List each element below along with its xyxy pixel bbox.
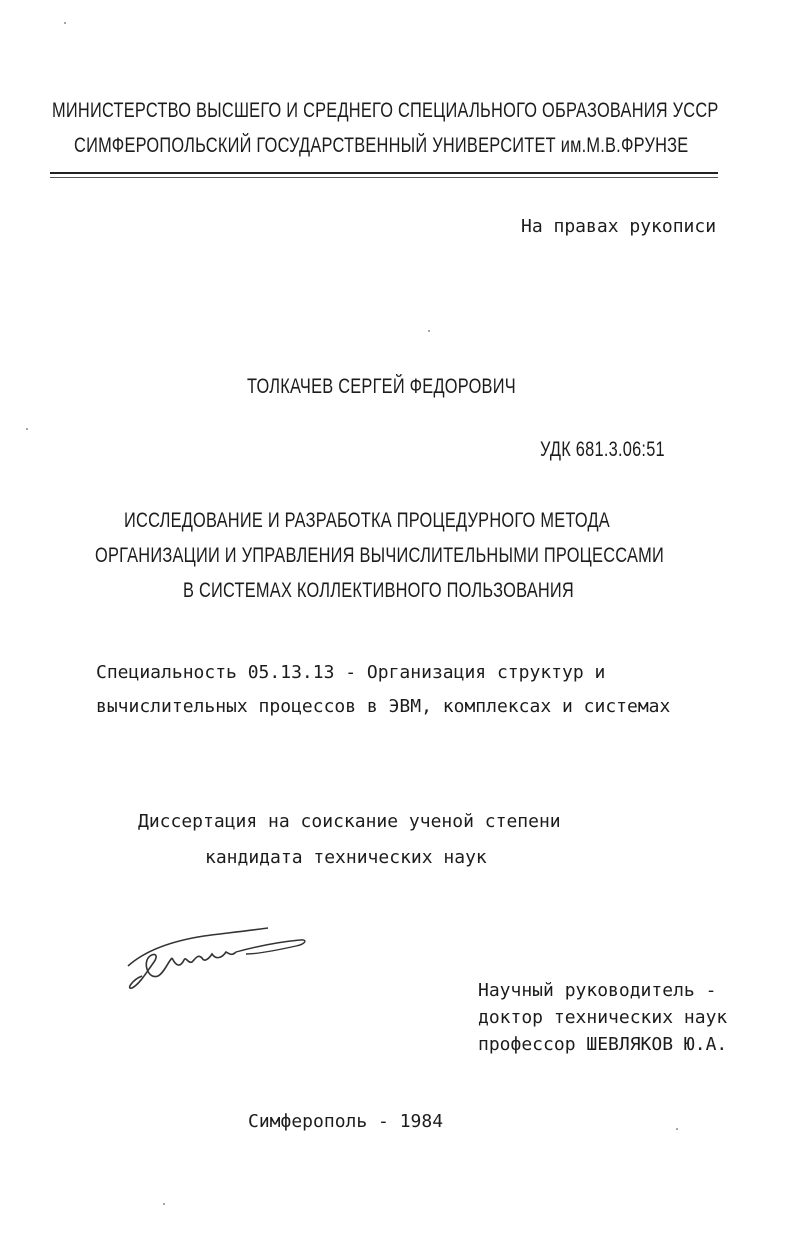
header-rule xyxy=(50,172,718,174)
supervisor-line-2: доктор технических наук xyxy=(478,1007,728,1028)
paper-speck xyxy=(676,1128,678,1130)
paper-speck xyxy=(428,330,430,332)
thesis-title-line-3: В СИСТЕМАХ КОЛЛЕКТИВНОГО ПОЛЬЗОВАНИЯ xyxy=(183,579,574,602)
degree-line-1: Диссертация на соискание ученой степени xyxy=(138,811,561,832)
supervisor-line-3: профессор ШЕВЛЯКОВ Ю.А. xyxy=(478,1034,728,1055)
header-rule-secondary xyxy=(50,177,718,178)
paper-speck xyxy=(26,428,28,430)
thesis-title-line-2: ОРГАНИЗАЦИИ И УПРАВЛЕНИЯ ВЫЧИСЛИТЕЛЬНЫМИ ПРОЦЕССАМИ xyxy=(95,544,665,567)
ministry-heading: МИНИСТЕРСТВО ВЫСШЕГО И СРЕДНЕГО СПЕЦИАЛЬНОГО ОБРАЗОВАНИЯ УССР xyxy=(52,99,719,122)
signature-icon xyxy=(118,918,318,998)
udc-code: УДК 681.3.06:51 xyxy=(540,438,665,461)
degree-line-2: кандидата технических наук xyxy=(205,847,487,868)
supervisor-line-1: Научный руководитель - xyxy=(478,980,717,1001)
paper-speck xyxy=(64,22,66,24)
paper-speck xyxy=(163,1203,165,1205)
specialty-line-1: Специальность 05.13.13 - Организация структур и xyxy=(96,662,606,683)
specialty-line-2: вычислительных процессов в ЭВМ, комплексах и системах xyxy=(96,696,671,717)
thesis-title-line-1: ИССЛЕДОВАНИЕ И РАЗРАБОТКА ПРОЦЕДУРНОГО МЕТОДА xyxy=(124,509,610,532)
place-and-year: Симферополь - 1984 xyxy=(248,1111,444,1132)
author-name: ТОЛКАЧЕВ СЕРГЕЙ ФЕДОРОВИЧ xyxy=(247,375,516,398)
university-heading: СИМФЕРОПОЛЬСКИЙ ГОСУДАРСТВЕННЫЙ УНИВЕРСИТЕТ им.М.В.ФРУНЗЕ xyxy=(74,134,689,157)
manuscript-rights-note: На правах рукописи xyxy=(521,216,717,237)
